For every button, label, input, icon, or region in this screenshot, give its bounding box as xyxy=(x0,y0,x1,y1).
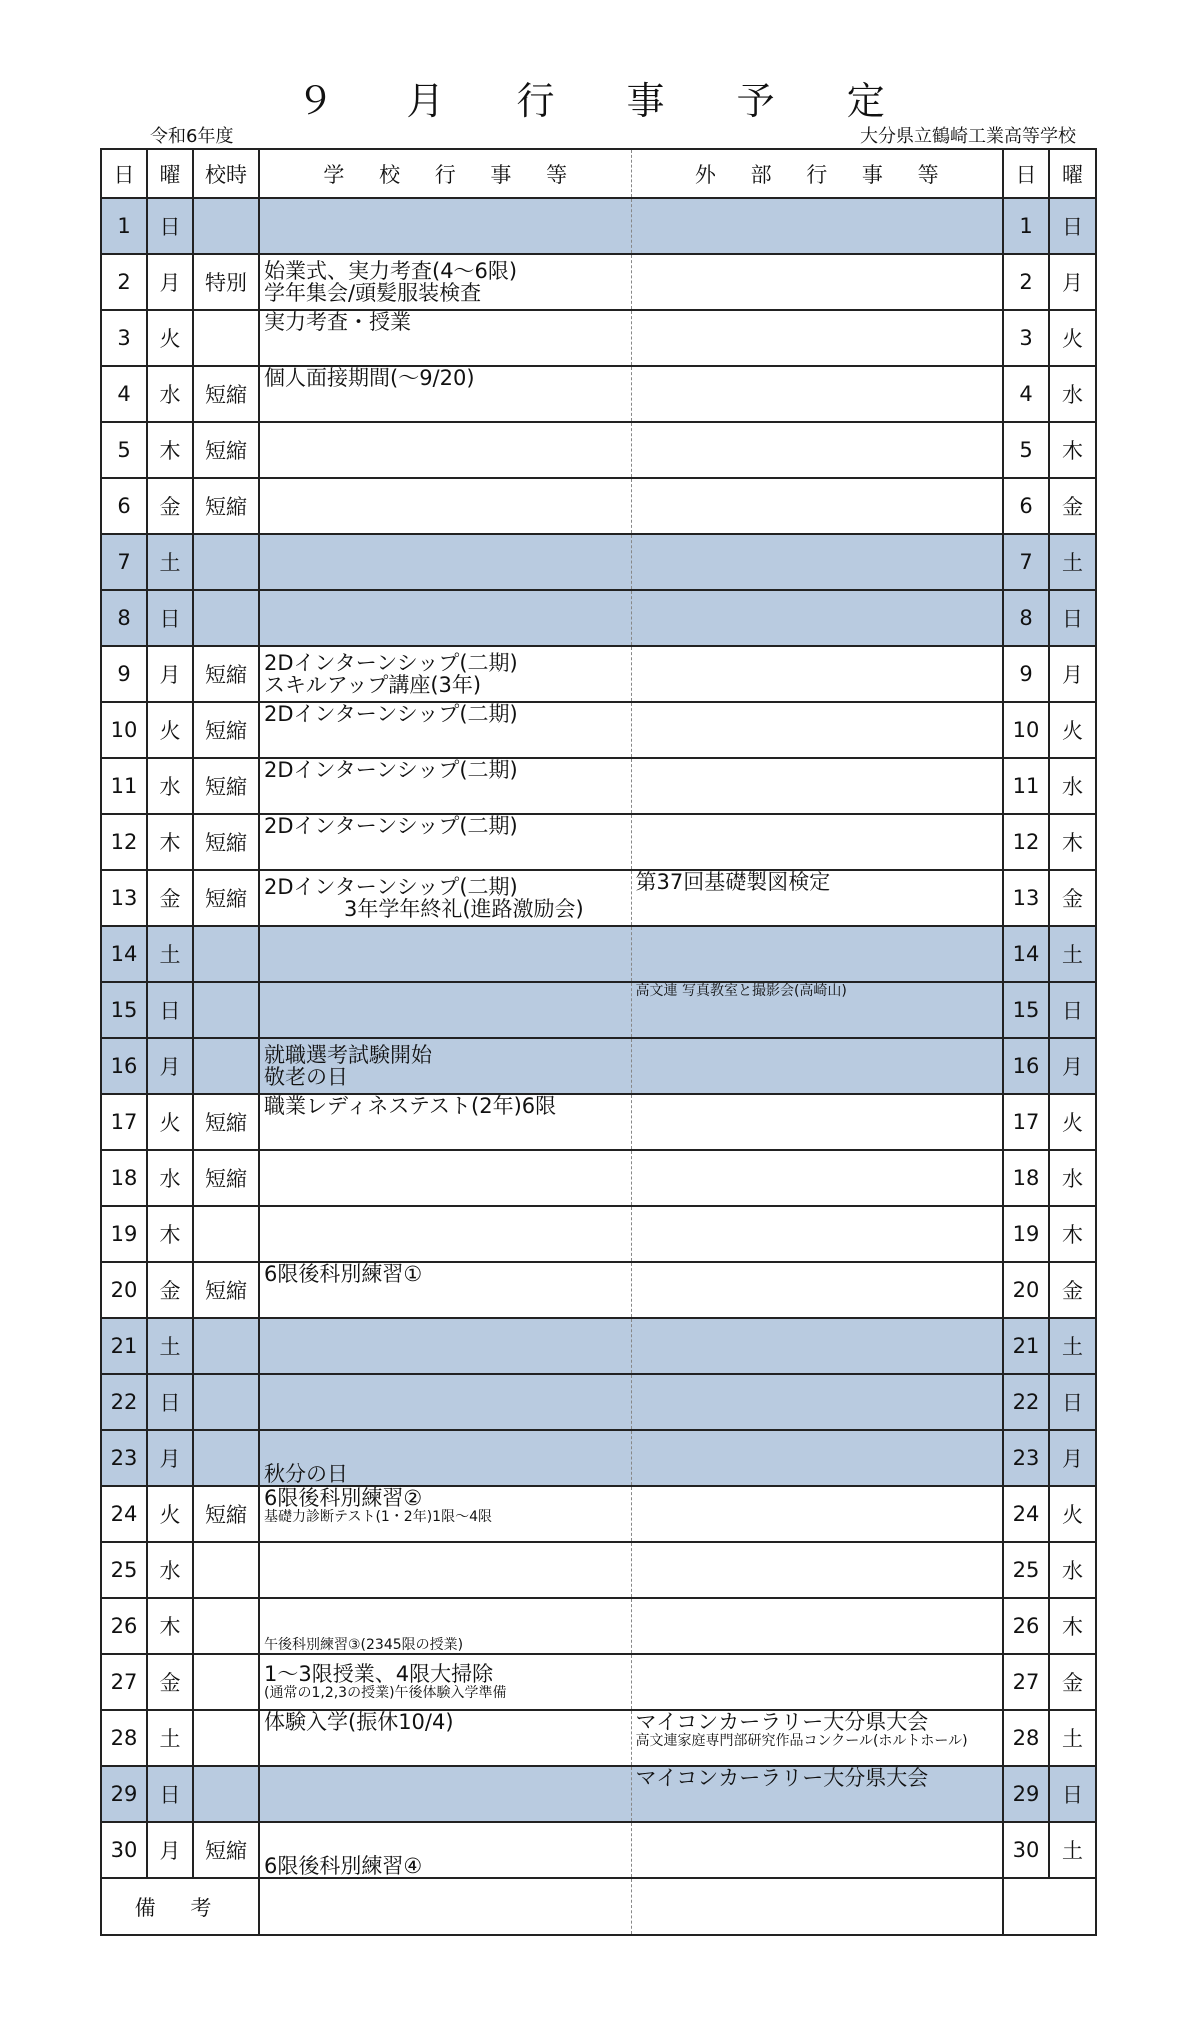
weekday: 月 xyxy=(147,1038,193,1094)
schedule-type xyxy=(193,982,259,1038)
weekday: 土 xyxy=(147,926,193,982)
external-event-cell xyxy=(631,478,1003,534)
header-weekday: 曜 xyxy=(147,149,193,198)
day-number: 12 xyxy=(101,814,147,870)
school-event-line: 体験入学(振休10/4) xyxy=(264,1710,454,1734)
external-event-cell xyxy=(631,254,1003,310)
schedule-type: 短縮 xyxy=(193,1822,259,1878)
weekday: 火 xyxy=(147,1486,193,1542)
school-event-line: 1～3限授業、4限大掃除 xyxy=(264,1662,494,1686)
day-number-right: 1 xyxy=(1003,198,1049,254)
weekday: 土 xyxy=(147,1710,193,1766)
weekday-right: 月 xyxy=(1049,1430,1096,1486)
schedule-type: 短縮 xyxy=(193,1150,259,1206)
table-row xyxy=(101,758,1096,814)
weekday-right: 日 xyxy=(1049,1766,1096,1822)
day-number: 13 xyxy=(101,870,147,926)
external-event-cell xyxy=(631,646,1003,702)
external-event-cell xyxy=(631,926,1003,982)
external-event-cell xyxy=(631,422,1003,478)
day-number: 11 xyxy=(101,758,147,814)
external-event-cell xyxy=(631,1318,1003,1374)
schedule-type xyxy=(193,1430,259,1486)
table-row xyxy=(101,1542,1096,1598)
weekday: 日 xyxy=(147,198,193,254)
weekday: 水 xyxy=(147,1150,193,1206)
weekday: 木 xyxy=(147,814,193,870)
schedule-type: 短縮 xyxy=(193,1486,259,1542)
remarks-label: 備 考 xyxy=(101,1878,259,1935)
school-event-cell xyxy=(259,1206,631,1262)
school-event-line: 2Dインターンシップ(二期) xyxy=(264,758,518,782)
day-number: 3 xyxy=(101,310,147,366)
school-event-line: 午後科別練習③(2345限の授業) xyxy=(264,1637,464,1653)
external-event-cell xyxy=(631,758,1003,814)
day-number-right: 29 xyxy=(1003,1766,1049,1822)
day-number-right: 13 xyxy=(1003,870,1049,926)
weekday-right: 月 xyxy=(1049,254,1096,310)
day-number-right: 23 xyxy=(1003,1430,1049,1486)
weekday-right: 水 xyxy=(1049,758,1096,814)
schedule-table xyxy=(100,148,1097,1936)
school-event-line: (通常の1,2,3の授業)午後体験入学準備 xyxy=(264,1685,507,1701)
school-event-cell xyxy=(259,1766,631,1822)
table-row xyxy=(101,1486,1096,1542)
school-event-cell xyxy=(259,1374,631,1430)
schedule-type: 短縮 xyxy=(193,702,259,758)
external-event-cell xyxy=(631,1430,1003,1486)
schedule-type: 短縮 xyxy=(193,870,259,926)
schedule-type: 短縮 xyxy=(193,478,259,534)
day-number: 2 xyxy=(101,254,147,310)
school-event-cell xyxy=(259,310,631,366)
weekday: 月 xyxy=(147,1430,193,1486)
day-number-right: 26 xyxy=(1003,1598,1049,1654)
schedule-type xyxy=(193,1206,259,1262)
weekday: 月 xyxy=(147,646,193,702)
external-event-cell xyxy=(631,1094,1003,1150)
schedule-type: 短縮 xyxy=(193,814,259,870)
table-row xyxy=(101,590,1096,646)
weekday: 木 xyxy=(147,422,193,478)
school-event-cell xyxy=(259,1262,631,1318)
day-number-right: 15 xyxy=(1003,982,1049,1038)
schedule-type: 短縮 xyxy=(193,1094,259,1150)
table-row xyxy=(101,870,1096,926)
weekday-right: 水 xyxy=(1049,1542,1096,1598)
weekday: 土 xyxy=(147,534,193,590)
weekday-right: 木 xyxy=(1049,1598,1096,1654)
schedule-type xyxy=(193,1374,259,1430)
external-event-line: 高文連 写真教室と撮影会(高崎山) xyxy=(635,983,847,999)
weekday: 水 xyxy=(147,366,193,422)
table-row xyxy=(101,1038,1096,1094)
schedule-type: 短縮 xyxy=(193,1262,259,1318)
school-event-line: 始業式、実力考査(4～6限) xyxy=(264,259,518,283)
external-event-cell xyxy=(631,534,1003,590)
weekday-right: 月 xyxy=(1049,646,1096,702)
schedule-type xyxy=(193,1766,259,1822)
external-event-cell xyxy=(631,1710,1003,1766)
school-event-line: 6限後科別練習② xyxy=(264,1486,423,1510)
school-event-cell xyxy=(259,982,631,1038)
school-event-cell xyxy=(259,870,631,926)
day-number-right: 3 xyxy=(1003,310,1049,366)
weekday: 木 xyxy=(147,1598,193,1654)
weekday-right: 日 xyxy=(1049,590,1096,646)
remarks-external xyxy=(631,1878,1003,1935)
table-row xyxy=(101,926,1096,982)
day-number: 1 xyxy=(101,198,147,254)
day-number: 4 xyxy=(101,366,147,422)
weekday-right: 水 xyxy=(1049,366,1096,422)
remarks-right xyxy=(1003,1878,1096,1935)
day-number-right: 4 xyxy=(1003,366,1049,422)
day-number-right: 27 xyxy=(1003,1654,1049,1710)
external-event-cell xyxy=(631,1598,1003,1654)
weekday-right: 木 xyxy=(1049,814,1096,870)
weekday-right: 土 xyxy=(1049,1822,1096,1878)
external-event-cell xyxy=(631,870,1003,926)
day-number-right: 28 xyxy=(1003,1710,1049,1766)
external-event-cell xyxy=(631,1486,1003,1542)
school-event-cell xyxy=(259,758,631,814)
school-event-line: 2Dインターンシップ(二期) xyxy=(264,814,518,838)
external-event-cell xyxy=(631,1038,1003,1094)
header-day-right: 日 xyxy=(1003,149,1049,198)
day-number: 17 xyxy=(101,1094,147,1150)
day-number: 24 xyxy=(101,1486,147,1542)
school-event-line: 敬老の日 xyxy=(264,1065,348,1089)
school-event-line: 3年学年終礼(進路激励会) xyxy=(344,897,584,921)
weekday: 日 xyxy=(147,1374,193,1430)
header-schedule: 校時 xyxy=(193,149,259,198)
table-row xyxy=(101,1654,1096,1710)
schedule-type xyxy=(193,1654,259,1710)
external-event-cell xyxy=(631,702,1003,758)
day-number-right: 22 xyxy=(1003,1374,1049,1430)
school-event-line: 個人面接期間(～9/20) xyxy=(264,366,475,390)
schedule-type: 短縮 xyxy=(193,758,259,814)
school-event-cell xyxy=(259,1822,631,1878)
weekday: 金 xyxy=(147,1262,193,1318)
external-event-cell xyxy=(631,1206,1003,1262)
day-number-right: 20 xyxy=(1003,1262,1049,1318)
header-day: 日 xyxy=(101,149,147,198)
external-event-cell xyxy=(631,1822,1003,1878)
school-event-line: 秋分の日 xyxy=(264,1462,348,1486)
day-number: 6 xyxy=(101,478,147,534)
day-number: 25 xyxy=(101,1542,147,1598)
external-event-cell xyxy=(631,982,1003,1038)
weekday-right: 土 xyxy=(1049,926,1096,982)
school-event-line: スキルアップ講座(3年) xyxy=(264,673,482,697)
day-number: 5 xyxy=(101,422,147,478)
weekday: 日 xyxy=(147,982,193,1038)
school-event-cell xyxy=(259,646,631,702)
school-event-cell xyxy=(259,366,631,422)
weekday-right: 火 xyxy=(1049,702,1096,758)
weekday-right: 日 xyxy=(1049,198,1096,254)
day-number-right: 25 xyxy=(1003,1542,1049,1598)
school-event-line: 実力考査・授業 xyxy=(264,310,411,334)
table-row xyxy=(101,1262,1096,1318)
table-row xyxy=(101,1094,1096,1150)
schedule-type: 短縮 xyxy=(193,646,259,702)
school-event-line: 6限後科別練習④ xyxy=(264,1854,423,1878)
school-event-cell xyxy=(259,1654,631,1710)
table-row xyxy=(101,478,1096,534)
header-school-events: 学 校 行 事 等 xyxy=(259,149,631,198)
school-event-cell xyxy=(259,254,631,310)
weekday: 水 xyxy=(147,1542,193,1598)
table-row xyxy=(101,814,1096,870)
schedule-type xyxy=(193,1542,259,1598)
table-row xyxy=(101,1150,1096,1206)
school-name: 大分県立鶴崎工業高等学校 xyxy=(860,126,1076,147)
table-row xyxy=(101,982,1096,1038)
day-number: 7 xyxy=(101,534,147,590)
day-number-right: 14 xyxy=(1003,926,1049,982)
fiscal-year: 令和6年度 xyxy=(150,126,234,147)
table-row xyxy=(101,646,1096,702)
day-number-right: 6 xyxy=(1003,478,1049,534)
day-number: 19 xyxy=(101,1206,147,1262)
external-event-line: 第37回基礎製図検定 xyxy=(635,870,831,894)
schedule-body xyxy=(101,198,1096,1935)
schedule-type xyxy=(193,590,259,646)
school-event-line: 6限後科別練習① xyxy=(264,1262,423,1286)
table-row xyxy=(101,366,1096,422)
table-header xyxy=(101,149,1096,198)
day-number-right: 21 xyxy=(1003,1318,1049,1374)
external-event-cell xyxy=(631,198,1003,254)
table-row xyxy=(101,198,1096,254)
school-event-cell xyxy=(259,926,631,982)
day-number: 8 xyxy=(101,590,147,646)
day-number-right: 7 xyxy=(1003,534,1049,590)
schedule-type xyxy=(193,1598,259,1654)
weekday-right: 金 xyxy=(1049,1654,1096,1710)
day-number-right: 18 xyxy=(1003,1150,1049,1206)
day-number-right: 24 xyxy=(1003,1486,1049,1542)
weekday: 木 xyxy=(147,1206,193,1262)
school-event-cell xyxy=(259,1710,631,1766)
schedule-type: 短縮 xyxy=(193,422,259,478)
remarks-school xyxy=(259,1878,631,1935)
day-number: 22 xyxy=(101,1374,147,1430)
school-event-cell xyxy=(259,814,631,870)
page-title: ９ 月 行 事 予 定 xyxy=(296,79,915,123)
weekday: 金 xyxy=(147,870,193,926)
school-event-cell xyxy=(259,1038,631,1094)
day-number: 29 xyxy=(101,1766,147,1822)
school-event-line: 2Dインターンシップ(二期) xyxy=(264,702,518,726)
table-row xyxy=(101,1318,1096,1374)
day-number-right: 30 xyxy=(1003,1822,1049,1878)
weekday: 土 xyxy=(147,1318,193,1374)
day-number: 28 xyxy=(101,1710,147,1766)
weekday-right: 金 xyxy=(1049,478,1096,534)
remarks-row xyxy=(101,1878,1096,1935)
weekday: 月 xyxy=(147,1822,193,1878)
header-external-events: 外 部 行 事 等 xyxy=(631,149,1003,198)
day-number-right: 10 xyxy=(1003,702,1049,758)
weekday-right: 月 xyxy=(1049,1038,1096,1094)
schedule-type xyxy=(193,534,259,590)
school-event-cell xyxy=(259,1318,631,1374)
schedule-type: 短縮 xyxy=(193,366,259,422)
schedule-type xyxy=(193,1038,259,1094)
schedule-type xyxy=(193,198,259,254)
day-number-right: 8 xyxy=(1003,590,1049,646)
school-event-cell xyxy=(259,1094,631,1150)
weekday-right: 土 xyxy=(1049,1710,1096,1766)
school-event-cell xyxy=(259,534,631,590)
day-number-right: 2 xyxy=(1003,254,1049,310)
day-number: 30 xyxy=(101,1822,147,1878)
schedule-type: 特別 xyxy=(193,254,259,310)
day-number-right: 5 xyxy=(1003,422,1049,478)
day-number: 18 xyxy=(101,1150,147,1206)
weekday-right: 金 xyxy=(1049,1262,1096,1318)
school-event-cell xyxy=(259,590,631,646)
table-row xyxy=(101,1430,1096,1486)
external-event-cell xyxy=(631,1262,1003,1318)
schedule-type xyxy=(193,1710,259,1766)
weekday: 金 xyxy=(147,478,193,534)
weekday-right: 水 xyxy=(1049,1150,1096,1206)
weekday-right: 木 xyxy=(1049,422,1096,478)
weekday: 水 xyxy=(147,758,193,814)
table-row xyxy=(101,1206,1096,1262)
weekday-right: 金 xyxy=(1049,870,1096,926)
external-event-cell xyxy=(631,814,1003,870)
day-number: 21 xyxy=(101,1318,147,1374)
day-number: 9 xyxy=(101,646,147,702)
weekday-right: 土 xyxy=(1049,534,1096,590)
school-event-cell xyxy=(259,422,631,478)
weekday: 火 xyxy=(147,310,193,366)
weekday: 月 xyxy=(147,254,193,310)
weekday: 日 xyxy=(147,590,193,646)
weekday-right: 日 xyxy=(1049,982,1096,1038)
external-event-cell xyxy=(631,1766,1003,1822)
day-number: 23 xyxy=(101,1430,147,1486)
table-row xyxy=(101,1598,1096,1654)
weekday-right: 火 xyxy=(1049,1486,1096,1542)
external-event-cell xyxy=(631,366,1003,422)
weekday-right: 日 xyxy=(1049,1374,1096,1430)
school-event-line: 学年集会/頭髪服装検査 xyxy=(264,281,482,305)
external-event-cell xyxy=(631,1654,1003,1710)
school-event-cell xyxy=(259,1542,631,1598)
school-event-cell xyxy=(259,198,631,254)
day-number-right: 9 xyxy=(1003,646,1049,702)
school-event-line: 2Dインターンシップ(二期) xyxy=(264,651,518,675)
external-event-line: マイコンカーラリー大分県大会 xyxy=(635,1766,929,1790)
weekday-right: 木 xyxy=(1049,1206,1096,1262)
table-row xyxy=(101,1374,1096,1430)
weekday: 金 xyxy=(147,1654,193,1710)
day-number-right: 19 xyxy=(1003,1206,1049,1262)
day-number-right: 16 xyxy=(1003,1038,1049,1094)
weekday-right: 火 xyxy=(1049,1094,1096,1150)
weekday-right: 土 xyxy=(1049,1318,1096,1374)
external-event-cell xyxy=(631,1374,1003,1430)
school-event-line: 職業レディネステスト(2年)6限 xyxy=(264,1094,557,1118)
external-event-line: マイコンカーラリー大分県大会 xyxy=(635,1710,929,1734)
school-event-line: 2Dインターンシップ(二期) xyxy=(264,875,518,899)
schedule-type xyxy=(193,926,259,982)
day-number: 14 xyxy=(101,926,147,982)
external-event-cell xyxy=(631,310,1003,366)
day-number-right: 12 xyxy=(1003,814,1049,870)
external-event-line: 高文連家庭専門部研究作品コンクール(ホルトホール) xyxy=(635,1733,968,1749)
day-number-right: 17 xyxy=(1003,1094,1049,1150)
table-row xyxy=(101,1710,1096,1766)
table-row xyxy=(101,1822,1096,1878)
day-number: 27 xyxy=(101,1654,147,1710)
external-event-cell xyxy=(631,590,1003,646)
day-number: 15 xyxy=(101,982,147,1038)
school-event-cell xyxy=(259,702,631,758)
weekday: 日 xyxy=(147,1766,193,1822)
school-event-cell xyxy=(259,1150,631,1206)
table-row xyxy=(101,534,1096,590)
table-row xyxy=(101,702,1096,758)
table-row xyxy=(101,422,1096,478)
weekday-right: 火 xyxy=(1049,310,1096,366)
weekday: 火 xyxy=(147,1094,193,1150)
school-event-line: 基礎力診断テスト(1・2年)1限～4限 xyxy=(264,1509,492,1525)
schedule-type xyxy=(193,1318,259,1374)
day-number: 26 xyxy=(101,1598,147,1654)
school-event-cell xyxy=(259,1430,631,1486)
table-row xyxy=(101,1766,1096,1822)
day-number: 10 xyxy=(101,702,147,758)
table-row xyxy=(101,310,1096,366)
school-event-cell xyxy=(259,1598,631,1654)
external-event-cell xyxy=(631,1542,1003,1598)
day-number-right: 11 xyxy=(1003,758,1049,814)
day-number: 20 xyxy=(101,1262,147,1318)
table-row xyxy=(101,254,1096,310)
external-event-cell xyxy=(631,1150,1003,1206)
school-event-line: 就職選考試験開始 xyxy=(264,1043,432,1067)
weekday: 火 xyxy=(147,702,193,758)
day-number: 16 xyxy=(101,1038,147,1094)
header-weekday-right: 曜 xyxy=(1049,149,1096,198)
school-event-cell xyxy=(259,1486,631,1542)
school-event-cell xyxy=(259,478,631,534)
schedule-type xyxy=(193,310,259,366)
